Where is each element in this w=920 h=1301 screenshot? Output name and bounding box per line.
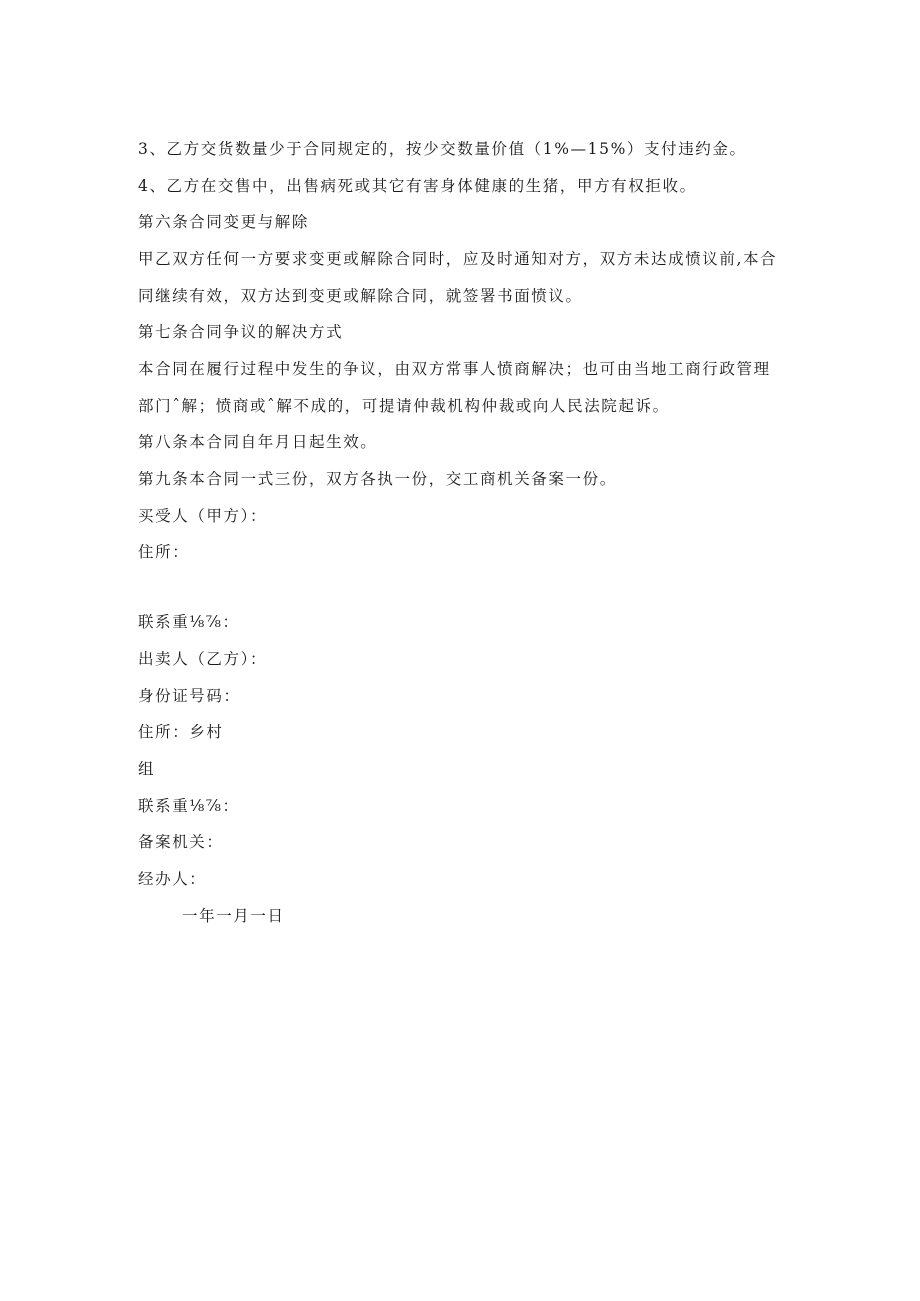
seller-id-number: 身份证号码： [138, 687, 241, 705]
filing-authority: 备案机关： [138, 833, 224, 851]
article-7-body-line-1: 本合同在履行过程中发生的争议，由双方常事人愤商解决；也可由当地工商行政管理 [138, 360, 771, 378]
buyer-label: 买受人（甲方）： [138, 507, 268, 525]
signing-date: 一年一月一日 [182, 907, 285, 925]
article-8: 第八条本合同自年月日起生效。 [138, 433, 378, 451]
seller-address: 住所：乡村 [138, 723, 224, 741]
clause-4: 4、乙方在交售中，出售病死或其它有害身体健康的生猪，甲方有权拒收。 [138, 177, 697, 195]
article-9: 第九条本合同一式三份，双方各执一份，交工商机关备案一份。 [138, 470, 617, 488]
buyer-address: 住所： [138, 543, 190, 561]
seller-label: 出卖人（乙方）： [138, 650, 268, 668]
article-7-title: 第七条合同争议的解决方式 [138, 323, 344, 341]
article-7-body-line-2: 部门ˆ解；愤商或ˆ解不成的，可提请仲裁机构仲裁或向人民法院起诉。 [138, 397, 670, 415]
seller-phone: 联系重⅛⅞： [138, 797, 240, 815]
handler: 经办人： [138, 870, 207, 888]
clause-3: 3、乙方交货数量少于合同规定的，按少交数量价值（1%—15%）支付违约金。 [138, 140, 747, 158]
seller-group: 组 [138, 760, 156, 778]
buyer-phone: 联系重⅛⅞： [138, 613, 240, 631]
article-6-body-line-1: 甲乙双方任何一方要求变更或解除合同时，应及时通知对方，双方未达成愤议前,本合 [138, 250, 778, 268]
article-6-body-line-2: 同继续有效，双方达到变更或解除合同，就签署书面愤议。 [138, 287, 583, 305]
article-6-title: 第六条合同变更与解除 [138, 213, 310, 231]
